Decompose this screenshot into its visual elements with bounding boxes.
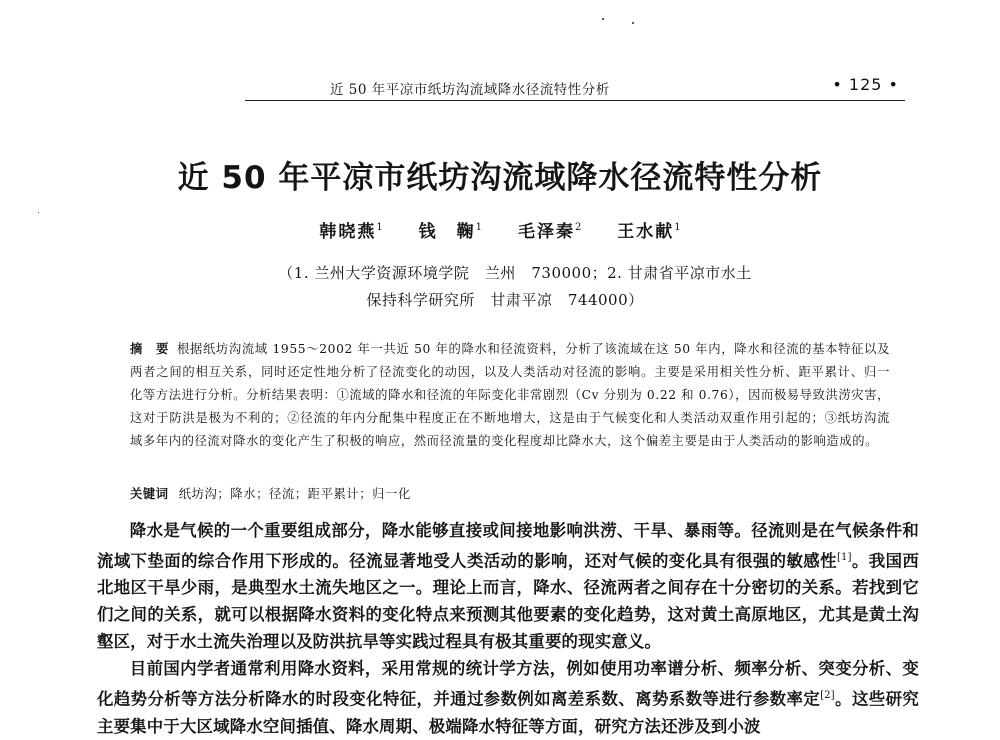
keywords-label: 关键词 xyxy=(130,487,169,501)
abstract xyxy=(130,338,890,453)
running-title: 近 50 年平凉市纸坊沟流域降水径流特性分析 xyxy=(330,82,610,98)
paragraph: 降水是气候的一个重要组成部分，降水能够直接或间接地影响洪涝、干旱、暴雨等。径流则是在气候条件和流域下垫面的综合作用下形成的。径流显著地受人类活动的影响，还对气候的变化具有很强的敏感性[1]。我国西北地区干旱少雨，是典型水土流失地区之一。理论上而言，降水、径流两者之间存在十分密切的关系。若找到它们之间的关系，就可以根据降水资料的变化特点来预测其他要素的变化趋势，这对黄土高原地区，尤其是黄土沟壑区，对于水土流失治理以及防洪抗旱等实践过程具有极其重要的现实意义。 xyxy=(97,521,919,652)
citation: [1] xyxy=(836,552,852,563)
body-text xyxy=(97,517,919,740)
author: 钱 鞠$^1$ xyxy=(418,222,483,242)
author: 毛泽秦$^2$ xyxy=(517,222,582,242)
keywords-text: 纸坊沟；降水；径流；距平累计；归一化 xyxy=(178,487,411,501)
page-number: • 125 • xyxy=(832,75,899,94)
paper-title: 近 50 年平凉市纸坊沟流域降水径流特性分析 xyxy=(177,160,823,196)
scan-speck xyxy=(38,212,39,213)
affiliation-line: （1. 兰州大学资源环境学院 兰州 730000；2. 甘肃省平凉市水土 xyxy=(278,264,752,282)
author: 韩晓燕$^1$ xyxy=(319,222,383,242)
abstract-text: 根据纸坊沟流域 1955～2002 年一共近 50 年的降水和径流资料，分析了该流域在这 50 年内，降水和径流的基本特征以及两者之间的相互关系，同时还定性地分析了径流变化的动因，以及人类活动对径流的影响。主要是采用相关性分析、距平累计、归一化等方法进行分析。分析结果表明：①流域的降水和径流的年际变化非常剧烈（Cv 分别为 0.22 和 0.76），因而极易导致洪涝灾害，这对于防洪是极为不利的；②径流的年内分配集中程度正在不断地增大，这是由于气候变化和人类活动双重作用引起的；③纸坊沟流域多年内的径流对降水的变化产生了积极的响应，然而径流量的变化程度却比降水大，这个偏差主要是由于人类活动的影响造成的。 xyxy=(130,342,890,448)
citation: [2] xyxy=(820,690,835,702)
scan-speck xyxy=(632,22,634,24)
keywords xyxy=(130,484,890,502)
abstract-label: 摘 要 xyxy=(130,342,169,356)
author: 王水献$^1$ xyxy=(617,222,681,242)
author-list xyxy=(0,217,1000,242)
scan-speck xyxy=(602,18,604,20)
affiliation-line: 保持科学研究所 甘肃平凉 744000） xyxy=(366,291,644,309)
paragraph: 目前国内学者通常利用降水资料，采用常规的统计学方法，例如使用功率谱分析、频率分析、突变分析、变化趋势分析等方法分析降水的时段变化特征，并通过参数例如离差系数、离势系数等进行参数率定[2]。这些研究主要集中于大区域降水空间插值、降水周期、极端降水特征等方面，研究方法还涉及到小波 xyxy=(97,659,919,736)
running-header xyxy=(245,70,905,101)
